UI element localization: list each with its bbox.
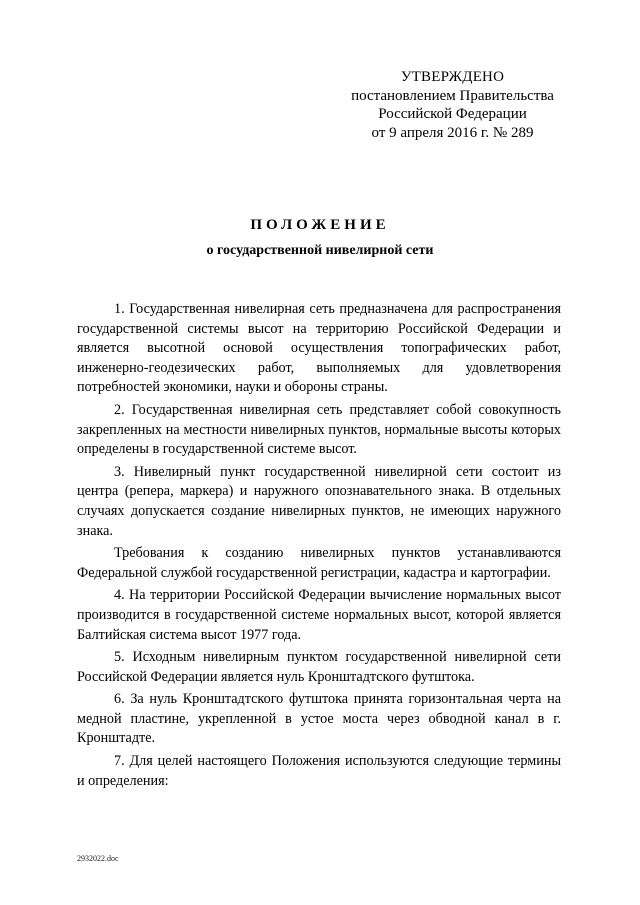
paragraph-3-requirements: Требования к созданию нивелирных пунктов устанавливаются Федеральной службой государственной регистрации, кадастра и картографии. bbox=[77, 545, 561, 581]
paragraph-7: 7. Для целей настоящего Положения используются следующие термины и определения: bbox=[77, 753, 561, 789]
approval-line-1: постановлением Правительства bbox=[351, 87, 554, 104]
approval-block bbox=[340, 68, 565, 142]
paragraph-6: 6. За нуль Кронштадтского футштока принята горизонтальная черта на медной пластине, укрепленной в устое моста через обводной канал в г. Кронштадте. bbox=[77, 691, 561, 747]
footer-file-name: 2932022.doc bbox=[77, 854, 119, 863]
paragraph-3: 3. Нивелирный пункт государственной нивелирной сети состоит из центра (репера, маркера) и наружного опознавательного знака. В отдельных случаях допускается создание нивелирных пунктов, не имеющих наружного знака. bbox=[77, 463, 561, 539]
approval-line-3: от 9 апреля 2016 г. № 289 bbox=[371, 124, 534, 141]
document-body bbox=[77, 300, 561, 794]
document-title: ПОЛОЖЕНИЕ bbox=[250, 217, 390, 233]
approval-line-2: Российской Федерации bbox=[378, 106, 527, 122]
paragraph-4: 4. На территории Российской Федерации вычисление нормальных высот производится в государственной системе нормальных высот, которой является Балтийская система высот 1977 года. bbox=[77, 587, 561, 643]
paragraph-2: 2. Государственная нивелирная сеть представляет собой совокупность закрепленных на местности нивелирных пунктов, нормальные высоты которых определены в государственной системе высот. bbox=[77, 401, 561, 458]
paragraph-5: 5. Исходным нивелирным пунктом государственной нивелирной сети Российской Федерации является нуль Кронштадтского футштока. bbox=[77, 649, 561, 685]
paragraph-1: 1. Государственная нивелирная сеть предназначена для распространения государственной системы высот на территорию Российской Федерации и является высотной основой осуществления топографических работ, инженерно-геодезических работ, выполняемых для удовлетворения потребностей экономики, науки и обороны страны. bbox=[77, 301, 561, 396]
approval-title: УТВЕРЖДЕНО bbox=[400, 69, 505, 85]
document-subtitle: о государственной нивелирной сети bbox=[206, 243, 434, 258]
